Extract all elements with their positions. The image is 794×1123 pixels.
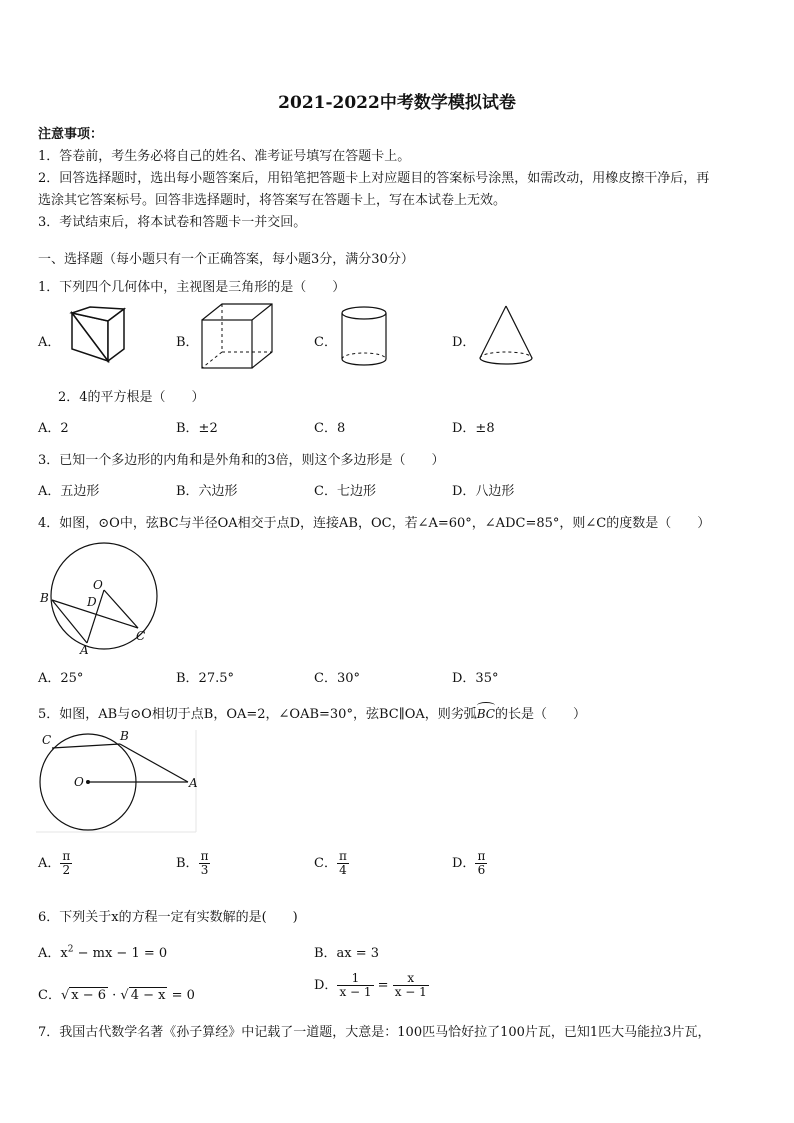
q6-option-c [38, 984, 195, 1003]
q5-numerator: π [338, 849, 347, 863]
q5-denominator: 3 [199, 863, 211, 877]
q6-d-denominator-2: x − 1 [394, 985, 427, 1000]
q6-option-a [38, 942, 167, 961]
q5-option-b [176, 850, 210, 877]
q5-denominator: 2 [60, 863, 72, 877]
q6-a-label: A． [38, 946, 61, 961]
q4-label-b: B [40, 591, 49, 605]
q6-d-denominator-1: x − 1 [339, 985, 372, 1000]
q5-label-a: A [189, 776, 198, 790]
question-4-stem: 4．如图，⊙O中，弦BC与半径OA相交于点D，连接AB，OC，若∠A=60°，∠ADC=85°，则∠C的度数是（ ） [38, 516, 711, 531]
q4-circle-figure [34, 534, 164, 659]
q5-option-label: D． [452, 856, 476, 872]
q2-option-a: A．2 [38, 421, 69, 436]
q5-option-a [38, 850, 72, 877]
q4-label-d: D [87, 595, 97, 609]
q6-option-d [314, 972, 429, 999]
q4-option-d: D．35° [452, 671, 499, 686]
q2-option-d: D．±8 [452, 421, 495, 436]
q5-label-o: O [74, 775, 84, 789]
q3-option-d: D．八边形 [452, 484, 515, 499]
q1-option-d-label: D． [452, 335, 476, 350]
q4-option-a: A．25° [38, 671, 84, 686]
q1-cube-figure [200, 302, 275, 370]
q6-a-exponent: 2 [67, 944, 74, 955]
q5-option-label: A． [38, 856, 61, 872]
q5-label-b: B [120, 729, 129, 743]
q1-option-b-label: B． [176, 335, 199, 350]
notice-item: 3．考试结束后，将本试卷和答题卡一并交回。 [38, 215, 307, 230]
q5-arc-label: BC [477, 704, 495, 721]
q6-c-dot: · [108, 988, 121, 1003]
q6-c-label: C． [38, 988, 61, 1003]
q2-option-b: B．±2 [176, 421, 218, 436]
q3-option-c: C．七边形 [314, 484, 376, 499]
q5-numerator: π [477, 849, 486, 863]
q4-label-o: O [93, 578, 103, 592]
q5-tangent-figure [36, 728, 201, 836]
q2-option-c: C．8 [314, 421, 346, 436]
q4-option-c: C．30° [314, 671, 360, 686]
q6-d-label: D． [314, 978, 338, 994]
q5-numerator: π [200, 849, 209, 863]
q6-a-rest: − mx − 1 = 0 [73, 946, 168, 961]
q3-option-a: A．五边形 [38, 484, 100, 499]
q1-option-a-label: A． [38, 335, 61, 350]
q3-option-b: B．六边形 [176, 484, 238, 499]
page-title: 2021-2022中考数学模拟试卷 [278, 93, 516, 113]
q6-a-var: x [60, 946, 68, 961]
question-2-stem: 2．4的平方根是（ ） [58, 390, 205, 405]
q6-d-equals: = [373, 978, 393, 994]
q6-d-numerator-1: 1 [351, 971, 360, 985]
sqrt-icon: √ [60, 988, 70, 1003]
q4-option-b: B．27.5° [176, 671, 234, 686]
q5-option-d [452, 850, 487, 877]
q5-denominator: 6 [475, 863, 487, 877]
q6-option-b: B．ax = 3 [314, 946, 380, 961]
q6-d-numerator-2: x [407, 971, 415, 985]
question-6-stem: 6．下列关于x的方程一定有实数解的是( ) [38, 910, 298, 925]
q6-c-rest: = 0 [167, 988, 195, 1003]
question-1-stem: 1．下列四个几何体中，主视图是三角形的是（ ） [38, 280, 346, 295]
notice-item: 选涂其它答案标号。回答非选择题时，将答案写在答题卡上，写在本试卷上无效。 [38, 193, 507, 208]
q5-option-label: B． [176, 856, 199, 872]
q4-label-c: C [136, 629, 146, 643]
q4-label-a: A [80, 643, 89, 657]
q5-label-c: C [42, 733, 52, 747]
question-3-stem: 3．已知一个多边形的内角和是外角和的3倍，则这个多边形是（ ） [38, 453, 445, 468]
notice-heading: 注意事项： [38, 127, 104, 142]
notice-item: 1．答卷前，考生务必将自己的姓名、准考证号填写在答题卡上。 [38, 149, 411, 164]
question-7-stem: 7．我国古代数学名著《孙子算经》中记载了一道题，大意是：100匹马恰好拉了100片瓦，已知1匹大马能拉3片瓦， [38, 1025, 711, 1040]
q5-denominator: 4 [337, 863, 349, 877]
q1-cone-figure [478, 304, 534, 368]
section-heading: 一、选择题（每小题只有一个正确答案，每小题3分，满分30分） [38, 252, 414, 267]
q1-option-c-label: C． [314, 335, 337, 350]
q5-numerator: π [62, 849, 71, 863]
q5-option-label: C． [314, 856, 337, 872]
q1-cylinder-figure [340, 305, 390, 367]
q5-stem-part-b: 的长是（ ） [494, 707, 586, 722]
q6-c-radicand-2: 4 − x [130, 988, 166, 1003]
q5-stem-part-a: 5．如图，AB与⊙O相切于点B，OA=2，∠OAB=30°，弦BC∥OA，则劣弧 [38, 707, 477, 722]
q5-option-c [314, 850, 349, 877]
sqrt-icon: √ [120, 988, 129, 1003]
question-5-stem [38, 703, 586, 722]
q1-prism-figure [68, 305, 128, 365]
q6-c-radicand-1: x − 6 [71, 988, 107, 1003]
notice-item: 2．回答选择题时，选出每小题答案后，用铅笔把答题卡上对应题目的答案标号涂黑，如需改动，用橡皮擦干净后，再 [38, 171, 710, 186]
